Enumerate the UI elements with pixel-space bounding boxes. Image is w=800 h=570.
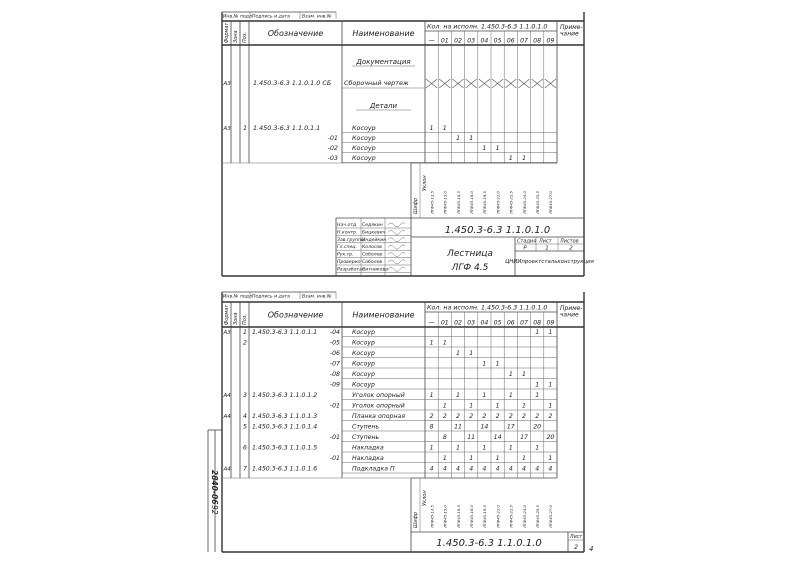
mass-code: ЛГФ45-21.0 bbox=[495, 505, 501, 528]
col-zone-label: Зона bbox=[233, 312, 239, 325]
qty-cell: 2 bbox=[456, 413, 460, 420]
qty-cell: 4 bbox=[522, 465, 526, 473]
exec-label: 02 bbox=[454, 319, 462, 327]
row-name: Планка опорная bbox=[352, 413, 406, 420]
sheet-label: Лист bbox=[570, 535, 583, 540]
part-row bbox=[330, 361, 557, 369]
mass-code: ЛГФ45-22.5 bbox=[508, 191, 514, 214]
signature-role: Разработал bbox=[337, 267, 365, 273]
qty-cell: 1 bbox=[429, 124, 434, 132]
mass-code: ЛГФ45-24.0 bbox=[521, 191, 527, 214]
row-designation: -03 bbox=[327, 154, 338, 162]
qty-cell: 8 bbox=[442, 434, 447, 441]
exec-label: 04 bbox=[480, 37, 489, 45]
signature-scribble bbox=[388, 267, 405, 271]
row-name: Сборочный чертеж bbox=[344, 79, 409, 87]
mass-code: ЛГФ45-16.5 bbox=[455, 505, 461, 528]
stamp-signature-label: Подпись и дата bbox=[252, 14, 291, 20]
drawing-title: Лестница bbox=[447, 249, 493, 259]
exec-label: 05 bbox=[493, 319, 502, 327]
row-position: 5 bbox=[243, 423, 247, 431]
exec-label: 09 bbox=[546, 319, 555, 327]
qty-cell: 2 bbox=[482, 413, 487, 420]
signature-scribble bbox=[388, 230, 405, 234]
exec-label: 07 bbox=[520, 319, 528, 327]
qty-cell: 4 bbox=[482, 465, 487, 473]
exec-label: 04 bbox=[480, 319, 489, 327]
part-row bbox=[330, 382, 557, 390]
stamp-signature-label: Подпись и дата bbox=[252, 294, 291, 300]
qty-cell: 1 bbox=[495, 360, 500, 368]
row-designation: 1.450.3-6.3 1.1.0.1.0 СБ bbox=[253, 79, 332, 87]
qty-cell: 1 bbox=[535, 329, 540, 336]
signature-scribble bbox=[388, 252, 405, 256]
exec-label: 07 bbox=[520, 37, 528, 45]
mass-label-slope: Уклон bbox=[422, 490, 428, 506]
qty-cell: 1 bbox=[429, 444, 434, 452]
col-name-label: Наименование bbox=[352, 29, 415, 38]
row-position: 4 bbox=[243, 413, 247, 420]
qty-cell: 1 bbox=[548, 402, 553, 410]
sheet-2 bbox=[208, 292, 584, 552]
row-designation: 1.450.3-6.3 1.1.0.1.3 bbox=[252, 413, 318, 420]
row-designation: 1.450.3-6.3 1.1.0.1.1 bbox=[252, 329, 318, 336]
col-format-label: Формат bbox=[224, 304, 230, 325]
col-name-label: Наименование bbox=[352, 310, 415, 320]
corner-note: 4 bbox=[589, 545, 594, 553]
exec-label: 01 bbox=[440, 319, 449, 327]
col-zone-label: Зона bbox=[233, 30, 239, 43]
signature-role: Нач.отд. bbox=[337, 223, 358, 228]
row-name: Уголок опорный bbox=[352, 402, 405, 410]
qty-cell: 2 bbox=[469, 413, 474, 420]
sheets-label: Листов bbox=[560, 238, 579, 245]
qty-cell: 1 bbox=[548, 455, 553, 462]
row-designation: 1.450.3-6.3 1.1.0.1.6 bbox=[252, 465, 318, 473]
row-suffix: -09 bbox=[329, 381, 340, 389]
qty-cell: 17 bbox=[506, 423, 515, 431]
qty-cell: 1 bbox=[522, 402, 526, 410]
part-row bbox=[328, 144, 557, 153]
qty-cell: 1 bbox=[469, 350, 474, 357]
sheet-2-mass-block bbox=[411, 478, 557, 532]
qty-cell: 4 bbox=[535, 465, 540, 473]
signature-role: Проверил bbox=[337, 260, 361, 265]
exec-label: 01 bbox=[440, 37, 449, 45]
col-note-label: чание bbox=[560, 30, 579, 38]
row-position: 1 bbox=[243, 124, 248, 132]
mass-code: ЛГФ45-18.0 bbox=[469, 505, 474, 528]
row-designation: -02 bbox=[327, 144, 338, 152]
sheet-2-top-tab bbox=[222, 292, 336, 300]
row-name: Косоур bbox=[352, 360, 375, 368]
mass-code: ЛГФ45-18.0 bbox=[469, 191, 474, 214]
exec-label: 03 bbox=[467, 319, 476, 327]
part-row bbox=[223, 466, 558, 474]
row-designation: 1.450.3-6.3 1.1.0.1.4 bbox=[252, 423, 318, 431]
sheet-1-top-tab bbox=[222, 12, 336, 20]
row-name: Косоур bbox=[352, 144, 376, 152]
col-qty-title: Кол. на исполн. 1.450.3-6.3 1.1.0.1.0 bbox=[427, 304, 548, 312]
mass-code: ЛГФ45-22.5 bbox=[508, 505, 514, 528]
row-name: Косоур bbox=[352, 339, 375, 347]
signature-name: Бицкевич bbox=[362, 230, 386, 236]
qty-cell: 1 bbox=[469, 455, 474, 462]
qty-cell: 20 bbox=[546, 434, 555, 441]
qty-cell: 2 bbox=[508, 413, 513, 420]
row-suffix: -01 bbox=[329, 455, 340, 462]
row-position: 3 bbox=[243, 392, 247, 399]
row-name: Накладка bbox=[352, 455, 384, 462]
stamp-inv-label: Инв.№ подл. bbox=[223, 294, 254, 300]
qty-cell: 4 bbox=[508, 465, 513, 473]
mass-code: ЛГФ45-27.0 bbox=[548, 505, 554, 528]
exec-label: 08 bbox=[533, 37, 542, 45]
signature-name: Соболев bbox=[362, 260, 383, 265]
row-format: А3 bbox=[223, 126, 231, 132]
part-row bbox=[330, 371, 557, 379]
part-row bbox=[328, 134, 557, 143]
signature-role: Зав.группы bbox=[337, 237, 365, 243]
signature-role: Рук.гр. bbox=[337, 252, 354, 258]
part-row bbox=[223, 124, 558, 133]
qty-cell: 1 bbox=[508, 154, 513, 162]
row-format: А4 bbox=[223, 414, 231, 420]
row-format: А4 bbox=[223, 466, 231, 473]
qty-cell: 1 bbox=[469, 134, 474, 142]
qty-cell: 2 bbox=[442, 413, 447, 420]
col-note-label: Приме- bbox=[560, 24, 583, 31]
mass-code: ЛГФ45-25.5 bbox=[535, 191, 540, 214]
exec-label: 06 bbox=[506, 37, 515, 45]
qty-cell: 4 bbox=[442, 465, 447, 473]
qty-cell: 1 bbox=[429, 392, 434, 399]
col-format-label: Формат bbox=[224, 22, 230, 43]
exec-label: 06 bbox=[506, 319, 515, 327]
mass-label-code: Шифр bbox=[413, 197, 419, 214]
qty-cell: 1 bbox=[442, 455, 447, 462]
qty-cell: 1 bbox=[442, 339, 447, 347]
col-pos-label: Поз. bbox=[242, 313, 248, 325]
row-suffix: -07 bbox=[329, 360, 340, 368]
qty-cell: 2 bbox=[522, 413, 526, 420]
part-row bbox=[223, 392, 558, 400]
mass-code: ЛГФ45-24.0 bbox=[521, 505, 527, 528]
part-row bbox=[243, 445, 557, 453]
section-documentation: Документация bbox=[356, 58, 411, 66]
mass-code: ЛГФ45-19.5 bbox=[482, 505, 488, 528]
qty-cell: 4 bbox=[495, 465, 500, 473]
row-designation: 1.450.3-6.3 1.1.0.1.2 bbox=[252, 392, 318, 399]
signature-scribble bbox=[388, 260, 405, 264]
sheet-2-header bbox=[224, 302, 583, 327]
part-row bbox=[330, 403, 557, 411]
row-suffix: -01 bbox=[329, 402, 340, 410]
col-designation-label: Обозначение bbox=[267, 310, 324, 320]
signature-role: Гл.спец. bbox=[337, 245, 357, 251]
row-name: Косоур bbox=[352, 381, 375, 389]
qty-cell: 1 bbox=[495, 455, 500, 462]
qty-cell: 1 bbox=[508, 392, 513, 399]
organization: ЦНИИпроектстальконструкция bbox=[505, 259, 594, 265]
row-name: Косоур bbox=[352, 329, 375, 336]
qty-cell: 14 bbox=[493, 434, 502, 441]
qty-cell: 1 bbox=[482, 360, 487, 368]
qty-cell: 1 bbox=[456, 444, 460, 452]
sheet-1 bbox=[222, 12, 595, 276]
signature-role: Н.контр. bbox=[337, 230, 358, 236]
qty-cell: 1 bbox=[508, 444, 513, 452]
part-row bbox=[330, 434, 557, 442]
mass-code: ЛГФ45-15.0 bbox=[442, 505, 448, 528]
stage-label: Стадия bbox=[517, 238, 537, 245]
sheet-value: 2 bbox=[574, 544, 578, 551]
archive-number: 2840-06 bbox=[210, 470, 219, 505]
stamp-replace-label: Взам. инв.№ bbox=[302, 294, 332, 300]
qty-cell: 4 bbox=[456, 465, 460, 473]
col-qty-title: Кол. на исполн. 1.450.3-6.3 1.1.0.1.0 bbox=[427, 23, 548, 31]
qty-cell: 1 bbox=[535, 381, 540, 389]
row-position: 1 bbox=[243, 329, 247, 336]
qty-cell: 1 bbox=[495, 144, 500, 152]
row-format: А4 bbox=[223, 393, 231, 399]
row-position: 6 bbox=[243, 444, 247, 452]
signature-name: Ситникова bbox=[362, 267, 388, 273]
signature-name: Колосов bbox=[362, 245, 382, 251]
qty-cell: 11 bbox=[467, 434, 476, 441]
signature-scribble bbox=[388, 245, 405, 249]
row-suffix: -06 bbox=[329, 350, 340, 357]
row-name: Косоур bbox=[352, 134, 376, 142]
page-number: 92 bbox=[210, 505, 219, 515]
qty-cell: 1 bbox=[482, 392, 487, 399]
row-name: Ступень bbox=[352, 434, 380, 441]
mass-code: ЛГФ45-16.5 bbox=[455, 191, 461, 214]
row-designation: 1.450.3-6.3 1.1.0.1.5 bbox=[252, 444, 318, 452]
mass-label-code: Шифр bbox=[413, 511, 419, 528]
part-row bbox=[243, 424, 557, 432]
mass-code: ЛГФ45-13.5 bbox=[429, 505, 435, 528]
sheet-value: 1 bbox=[545, 245, 549, 252]
row-name: Косоур bbox=[352, 371, 375, 378]
document-code: 1.450.3-6.3 1.1.0.1.0 bbox=[444, 225, 551, 236]
qty-cell: 20 bbox=[533, 423, 542, 431]
mass-code: ЛГФ45-21.0 bbox=[495, 191, 501, 214]
signature-name: Индейкин bbox=[362, 237, 387, 243]
mass-code: ЛГФ45-25.5 bbox=[535, 505, 540, 528]
qty-cell: 8 bbox=[429, 423, 434, 431]
qty-cell: 2 bbox=[535, 413, 540, 420]
mass-code: ЛГФ45-19.5 bbox=[482, 191, 488, 214]
sheet-1-mass-block bbox=[411, 163, 557, 218]
qty-cell: 1 bbox=[522, 371, 526, 378]
document-code: 1.450.3-6.3 1.1.0.1.0 bbox=[436, 538, 542, 549]
qty-cell: 4 bbox=[548, 465, 553, 473]
row-position: 7 bbox=[243, 465, 247, 473]
qty-cell: 17 bbox=[520, 434, 528, 441]
exec-label: — bbox=[428, 37, 435, 45]
row-name: Уголок опорный bbox=[352, 392, 405, 399]
qty-cell: 11 bbox=[454, 423, 462, 431]
row-suffix: -05 bbox=[329, 339, 340, 347]
part-row bbox=[223, 329, 558, 337]
qty-cell: 4 bbox=[469, 465, 474, 473]
stage-value: Р bbox=[523, 245, 527, 252]
sheets-value: 2 bbox=[569, 245, 573, 252]
row-position: 2 bbox=[243, 339, 247, 347]
row-name: Косоур bbox=[352, 154, 376, 162]
qty-cell: 1 bbox=[508, 371, 513, 378]
qty-cell: 1 bbox=[522, 455, 526, 462]
signature-name: Седякин bbox=[362, 223, 383, 228]
drawing-title: ЛГФ 4.5 bbox=[451, 263, 489, 273]
exec-label: 03 bbox=[467, 37, 476, 45]
qty-cell: 1 bbox=[482, 144, 487, 152]
qty-cell: 1 bbox=[469, 402, 474, 410]
col-pos-label: Поз. bbox=[242, 31, 248, 43]
row-name: Подкладка П bbox=[352, 465, 395, 473]
qty-cell: 1 bbox=[456, 350, 460, 357]
row-name: Косоур bbox=[352, 124, 376, 132]
qty-cell: 1 bbox=[521, 154, 527, 162]
exec-label: 09 bbox=[546, 37, 555, 45]
stamp-replace-label: Взам. инв.№ bbox=[302, 14, 332, 20]
stamp-inv-label: Инв.№ подл. bbox=[223, 14, 254, 20]
part-row bbox=[223, 413, 558, 421]
qty-cell: 1 bbox=[456, 392, 460, 399]
qty-cell: 1 bbox=[442, 124, 447, 132]
part-row bbox=[330, 455, 557, 463]
mass-code: ЛГФ45-13.5 bbox=[429, 191, 435, 214]
row-suffix: -08 bbox=[329, 371, 340, 378]
row-suffix: -04 bbox=[329, 329, 340, 336]
qty-cell: 1 bbox=[429, 339, 434, 347]
row-format: А3 bbox=[223, 330, 231, 336]
row-designation: 1.450.3-6.3 1.1.0.1.1 bbox=[253, 124, 321, 132]
qty-cell: 2 bbox=[495, 413, 500, 420]
qty-cell: 2 bbox=[548, 413, 553, 420]
qty-cell: 1 bbox=[548, 381, 553, 389]
exec-label: 08 bbox=[533, 319, 542, 327]
exec-label: — bbox=[428, 319, 435, 327]
signature-name: Соболев bbox=[362, 252, 383, 258]
qty-cell: 1 bbox=[535, 444, 540, 452]
qty-cell: 1 bbox=[455, 134, 461, 142]
mass-label-slope: Уклон bbox=[422, 175, 428, 191]
qty-cell: 4 bbox=[429, 465, 434, 473]
part-row bbox=[243, 340, 557, 348]
row-name: Накладка bbox=[352, 444, 384, 452]
col-note-label: чание bbox=[560, 311, 579, 319]
sheet-1-header bbox=[224, 21, 583, 45]
sheet-label: Лист bbox=[539, 238, 552, 245]
qty-cell: 1 bbox=[495, 402, 500, 410]
part-row bbox=[328, 154, 557, 163]
row-designation: -01 bbox=[327, 134, 338, 142]
col-designation-label: Обозначение bbox=[267, 29, 324, 38]
qty-cell: 2 bbox=[429, 413, 434, 420]
exec-label: 02 bbox=[454, 37, 462, 45]
row-name: Косоур bbox=[352, 350, 375, 357]
part-row bbox=[330, 350, 557, 358]
exec-label: 05 bbox=[493, 37, 502, 45]
row-name: Ступень bbox=[352, 423, 380, 431]
row-format: А3 bbox=[223, 81, 231, 87]
signature-scribble bbox=[388, 223, 405, 227]
section-parts: Детали bbox=[369, 102, 398, 110]
mass-code: ЛГФ45-27.0 bbox=[548, 191, 554, 214]
qty-cell: 1 bbox=[548, 329, 553, 336]
qty-cell: 1 bbox=[535, 392, 540, 399]
col-note-label: Приме- bbox=[560, 305, 583, 312]
qty-cell: 1 bbox=[482, 444, 487, 452]
mass-code: ЛГФ45-15.0 bbox=[442, 191, 448, 214]
signature-scribble bbox=[388, 238, 405, 242]
row-suffix: -01 bbox=[329, 434, 340, 441]
qty-cell: 1 bbox=[442, 402, 447, 410]
qty-cell: 14 bbox=[480, 423, 489, 431]
